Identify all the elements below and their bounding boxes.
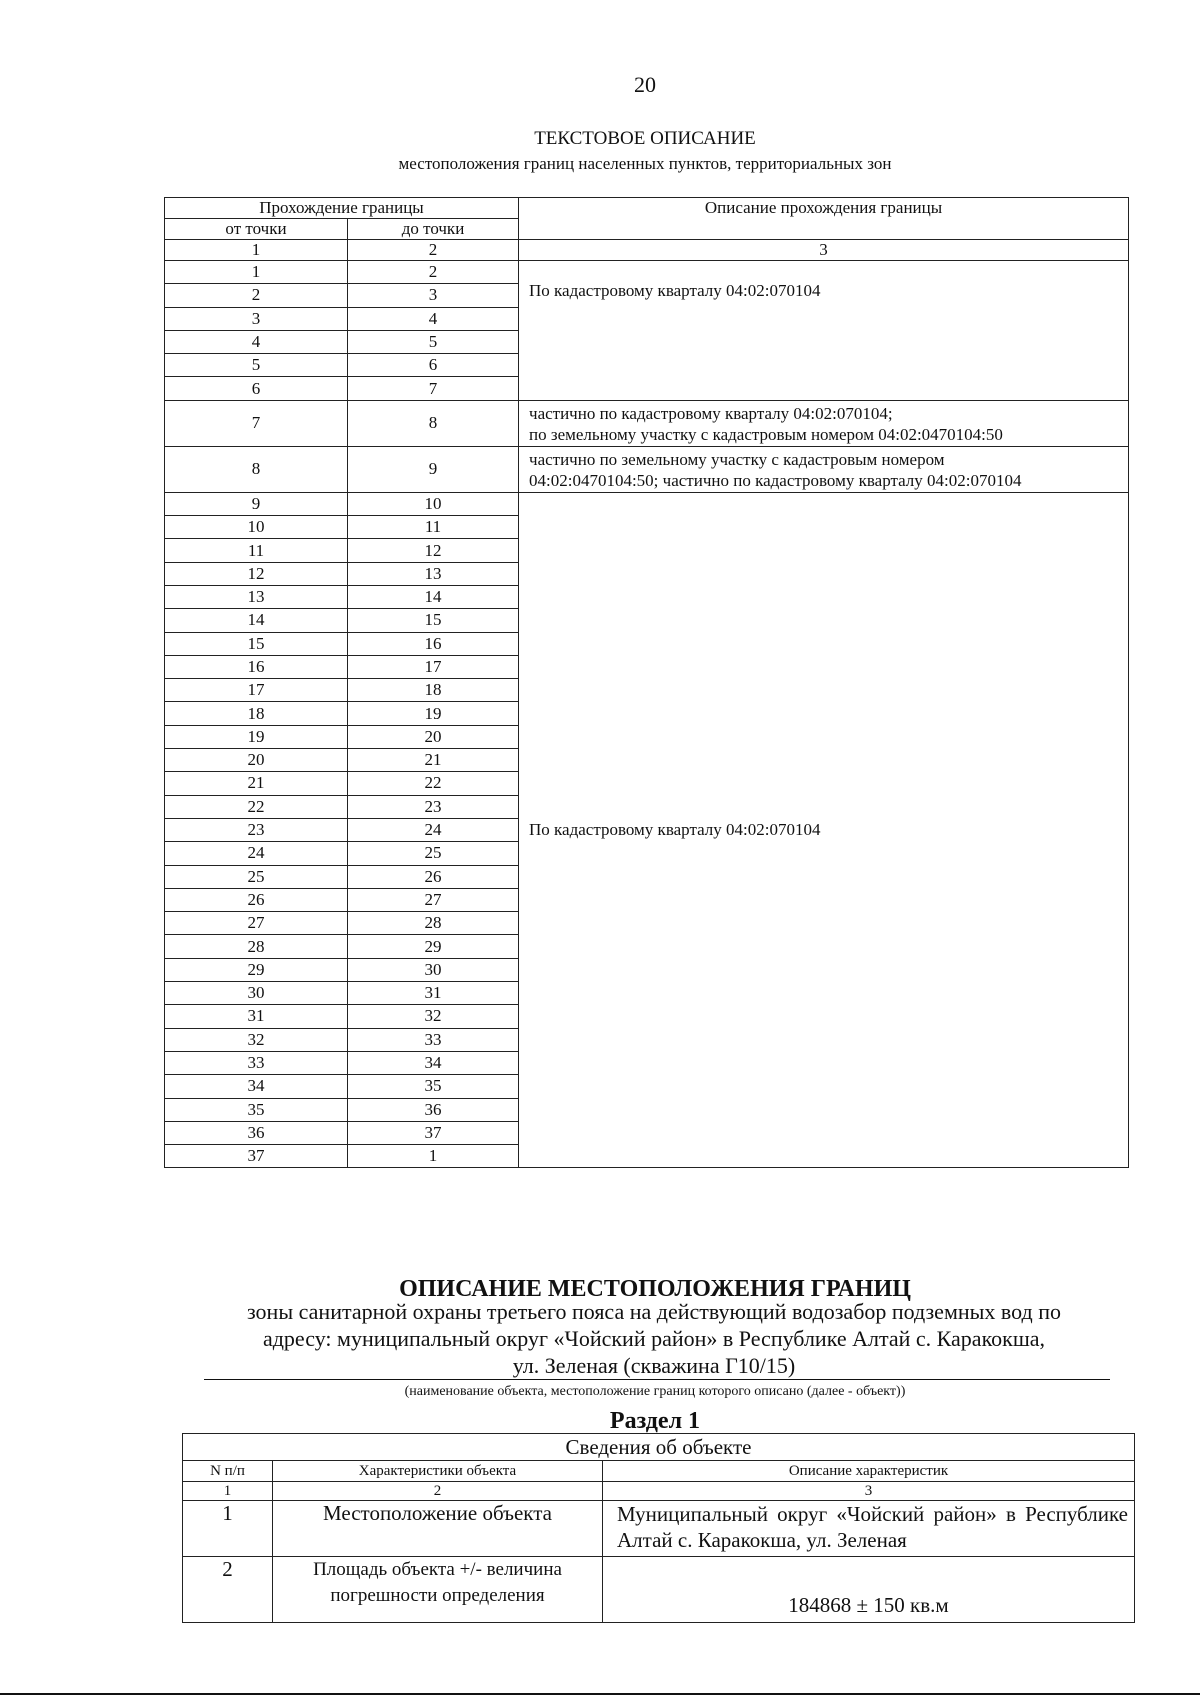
- column-number: 3: [603, 1482, 1135, 1501]
- from-point-cell: 15: [165, 632, 348, 655]
- from-point-cell: 17: [165, 679, 348, 702]
- column-number: 1: [183, 1482, 273, 1501]
- row-value: 184868 ± 150 кв.м: [603, 1557, 1135, 1623]
- to-point-cell: 26: [348, 865, 519, 888]
- to-point-cell: 4: [348, 307, 519, 330]
- boundary-row: [165, 400, 1129, 446]
- to-point-cell: 14: [348, 585, 519, 608]
- to-point-cell: 8: [348, 400, 519, 446]
- to-point-cell: 32: [348, 1005, 519, 1028]
- from-point-cell: 28: [165, 935, 348, 958]
- row-num: 2: [183, 1557, 273, 1623]
- row-name: Площадь объекта +/- величина погрешности определения: [273, 1557, 603, 1623]
- to-point-cell: 34: [348, 1051, 519, 1074]
- text-description-subtitle: местоположения границ населенных пунктов, территориальных зон: [398, 154, 892, 173]
- to-point-cell: 37: [348, 1121, 519, 1144]
- to-point-cell: 25: [348, 842, 519, 865]
- from-point-cell: 4: [165, 330, 348, 353]
- to-point-cell: 10: [348, 492, 519, 515]
- header-num: N п/п: [183, 1461, 273, 1482]
- from-point-cell: 21: [165, 772, 348, 795]
- boundary-description-line: частично по земельному участку с кадастровым номером: [529, 449, 945, 469]
- from-point-cell: 2: [165, 284, 348, 307]
- to-point-cell: 9: [348, 446, 519, 492]
- to-point-cell: 1: [348, 1145, 519, 1168]
- from-point-cell: 3: [165, 307, 348, 330]
- to-point-cell: 11: [348, 516, 519, 539]
- from-point-cell: 29: [165, 958, 348, 981]
- to-point-cell: 18: [348, 679, 519, 702]
- to-point-cell: 15: [348, 609, 519, 632]
- from-point-cell: 14: [165, 609, 348, 632]
- to-point-cell: 6: [348, 354, 519, 377]
- from-point-cell: 24: [165, 842, 348, 865]
- object-name-underline: [204, 1379, 1110, 1380]
- to-point-cell: 24: [348, 818, 519, 841]
- header-col-number: 2: [348, 240, 519, 261]
- from-point-cell: 25: [165, 865, 348, 888]
- object-name-line: ул. Зеленая (скважина Г10/15): [512, 1353, 796, 1378]
- text-description-title: ТЕКСТОВОЕ ОПИСАНИЕ: [534, 128, 756, 149]
- boundary-table: [164, 197, 1129, 1168]
- row-name: Местоположение объекта: [273, 1501, 603, 1557]
- object-name-note: (наименование объекта, местоположение границ которого описано (далее - объект)): [404, 1384, 906, 1399]
- boundary-description-line: 04:02:0470104:50; частично по кадастровому кварталу 04:02:070104: [529, 470, 1022, 490]
- to-point-cell: 21: [348, 749, 519, 772]
- row-num: 1: [183, 1501, 273, 1557]
- from-point-cell: 20: [165, 749, 348, 772]
- to-point-cell: 7: [348, 377, 519, 400]
- from-point-cell: 19: [165, 725, 348, 748]
- object-name-line: зоны санитарной охраны третьего пояса на действующий водозабор подземных вод по: [247, 1299, 1061, 1324]
- from-point-cell: 13: [165, 585, 348, 608]
- from-point-cell: 18: [165, 702, 348, 725]
- from-point-cell: 26: [165, 888, 348, 911]
- to-point-cell: 27: [348, 888, 519, 911]
- header-from-point: от точки: [165, 219, 348, 240]
- boundary-row: [165, 261, 1129, 284]
- to-point-cell: 36: [348, 1098, 519, 1121]
- to-point-cell: 19: [348, 702, 519, 725]
- to-point-cell: 35: [348, 1075, 519, 1098]
- to-point-cell: 17: [348, 655, 519, 678]
- from-point-cell: 5: [165, 354, 348, 377]
- header-description: Описание прохождения границы: [519, 198, 1129, 240]
- to-point-cell: 28: [348, 912, 519, 935]
- boundary-description-cell: [519, 261, 1129, 401]
- header-characteristics: Характеристики объекта: [273, 1461, 603, 1482]
- from-point-cell: 31: [165, 1005, 348, 1028]
- object-table: [182, 1433, 1135, 1623]
- to-point-cell: 16: [348, 632, 519, 655]
- from-point-cell: 7: [165, 400, 348, 446]
- from-point-cell: 37: [165, 1145, 348, 1168]
- from-point-cell: 10: [165, 516, 348, 539]
- boundary-description-line: по земельному участку с кадастровым номером 04:02:0470104:50: [529, 424, 1003, 444]
- to-point-cell: 12: [348, 539, 519, 562]
- boundary-description-cell: [519, 446, 1129, 492]
- page-number: 20: [634, 72, 656, 97]
- from-point-cell: 30: [165, 982, 348, 1005]
- boundary-description-cell: [519, 492, 1129, 1168]
- from-point-cell: 27: [165, 912, 348, 935]
- to-point-cell: 13: [348, 562, 519, 585]
- from-point-cell: 32: [165, 1028, 348, 1051]
- from-point-cell: 11: [165, 539, 348, 562]
- header-to-point: до точки: [348, 219, 519, 240]
- header-col-number: 3: [519, 240, 1129, 261]
- to-point-cell: 30: [348, 958, 519, 981]
- boundary-row: [165, 492, 1129, 515]
- object-name-line: адресу: муниципальный округ «Чойский район» в Республике Алтай с. Каракокша,: [262, 1326, 1046, 1351]
- to-point-cell: 22: [348, 772, 519, 795]
- boundary-description-cell: [519, 400, 1129, 446]
- header-characteristics-description: Описание характеристик: [603, 1461, 1135, 1482]
- boundary-description-line: частично по кадастровому кварталу 04:02:070104;: [529, 403, 893, 423]
- header-col-number: 1: [165, 240, 348, 261]
- to-point-cell: 3: [348, 284, 519, 307]
- object-name: [196, 1298, 1112, 1379]
- boundary-description-line: По кадастровому кварталу 04:02:070104: [529, 820, 821, 840]
- from-point-cell: 16: [165, 655, 348, 678]
- row-value: Муниципальный округ «Чойский район» в Республике Алтай с. Каракокша, ул. Зеленая: [603, 1501, 1135, 1557]
- to-point-cell: 23: [348, 795, 519, 818]
- from-point-cell: 9: [165, 492, 348, 515]
- object-table-caption: Сведения об объекте: [183, 1434, 1135, 1461]
- header-boundary-passage: Прохождение границы: [165, 198, 519, 219]
- from-point-cell: 33: [165, 1051, 348, 1074]
- section-title: Раздел 1: [609, 1408, 701, 1434]
- to-point-cell: 31: [348, 982, 519, 1005]
- from-point-cell: 8: [165, 446, 348, 492]
- location-title: ОПИСАНИЕ МЕСТОПОЛОЖЕНИЯ ГРАНИЦ: [399, 1276, 911, 1302]
- bottom-rule: [0, 1693, 1200, 1695]
- to-point-cell: 33: [348, 1028, 519, 1051]
- from-point-cell: 6: [165, 377, 348, 400]
- from-point-cell: 34: [165, 1075, 348, 1098]
- to-point-cell: 29: [348, 935, 519, 958]
- from-point-cell: 35: [165, 1098, 348, 1121]
- from-point-cell: 12: [165, 562, 348, 585]
- from-point-cell: 23: [165, 818, 348, 841]
- to-point-cell: 5: [348, 330, 519, 353]
- boundary-row: [165, 446, 1129, 492]
- to-point-cell: 20: [348, 725, 519, 748]
- column-number: 2: [273, 1482, 603, 1501]
- from-point-cell: 1: [165, 261, 348, 284]
- from-point-cell: 36: [165, 1121, 348, 1144]
- to-point-cell: 2: [348, 261, 519, 284]
- from-point-cell: 22: [165, 795, 348, 818]
- boundary-description-line: По кадастровому кварталу 04:02:070104: [529, 281, 821, 300]
